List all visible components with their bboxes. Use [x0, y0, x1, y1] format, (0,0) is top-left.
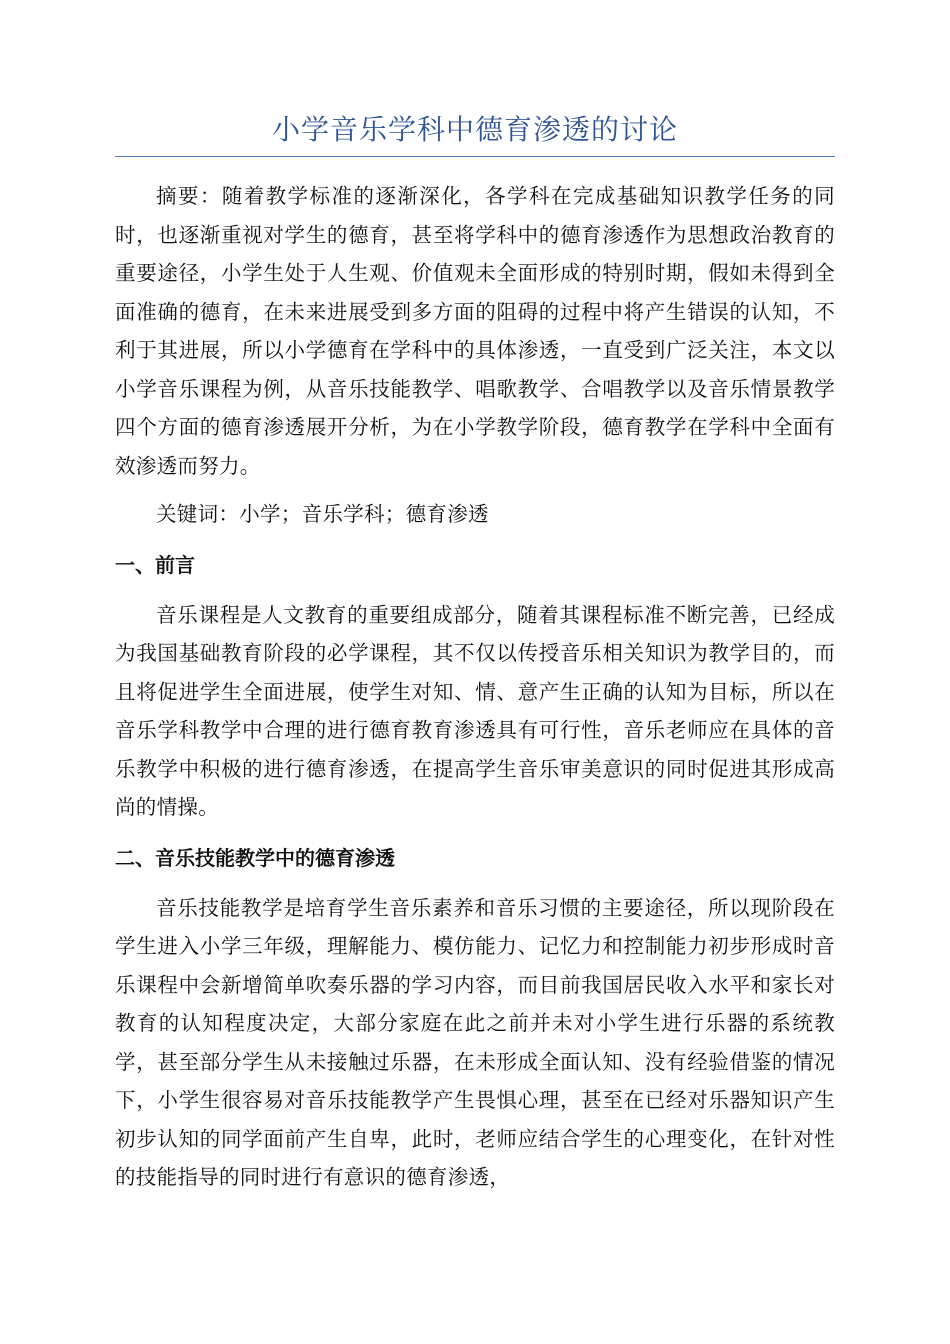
title-block — [115, 110, 835, 157]
section-heading-skill-teaching: 二、音乐技能教学中的德育渗透 — [115, 845, 395, 870]
abstract-paragraph: 摘要：随着教学标准的逐渐深化，各学科在完成基础知识教学任务的同时，也逐渐重视对学生的德育，甚至将学科中的德育渗透作为思想政治教育的重要途径，小学生处于人生观、价值观未全面形成的特别时期，假如未得到全面准确的德育，在未来进展受到多方面的阻碍的过程中将产生错误的认知，不利于其进展，所以小学德育在学科中的具体渗透，一直受到广泛关注，本文以小学音乐课程为例，从音乐技能教学、唱歌教学、合唱教学以及音乐情景教学四个方面的德育渗透展开分析，为在小学教学阶段，德育教学在学科中全面有效渗透而努力。 — [115, 184, 835, 478]
section-body-skill-teaching: 音乐技能教学是培育学生音乐素养和音乐习惯的主要途径，所以现阶段在学生进入小学三年级，理解能力、模仿能力、记忆力和控制能力初步形成时音乐课程中会新增简单吹奏乐器的学习内容，而目前我国居民收入水平和家长对教育的认知程度决定，大部分家庭在此之前并未对小学生进行乐器的系统教学，甚至部分学生从未接触过乐器，在未形成全面认知、没有经验借鉴的情况下，小学生很容易对音乐技能教学产生畏惧心理，甚至在已经对乐器知识产生初步认知的同学面前产生自卑，此时，老师应结合学生的心理变化，在针对性的技能指导的同时进行有意识的德育渗透， — [115, 895, 835, 1189]
keywords-paragraph: 关键词：小学；音乐学科；德育渗透 — [156, 502, 489, 526]
document-page — [115, 110, 835, 1197]
document-title: 小学音乐学科中德育渗透的讨论 — [271, 113, 678, 146]
section-body-preface: 音乐课程是人文教育的重要组成部分，随着其课程标准不断完善，已经成为我国基础教育阶段的必学课程，其不仅以传授音乐相关知识为教学目的，而且将促进学生全面进展，使学生对知、情、意产生正确的认知为目标，所以在音乐学科教学中合理的进行德育教育渗透具有可行性，音乐老师应在具体的音乐教学中积极的进行德育渗透，在提高学生音乐审美意识的同时促进其形成高尚的情操。 — [115, 602, 835, 819]
section-heading-preface: 一、前言 — [115, 552, 195, 577]
